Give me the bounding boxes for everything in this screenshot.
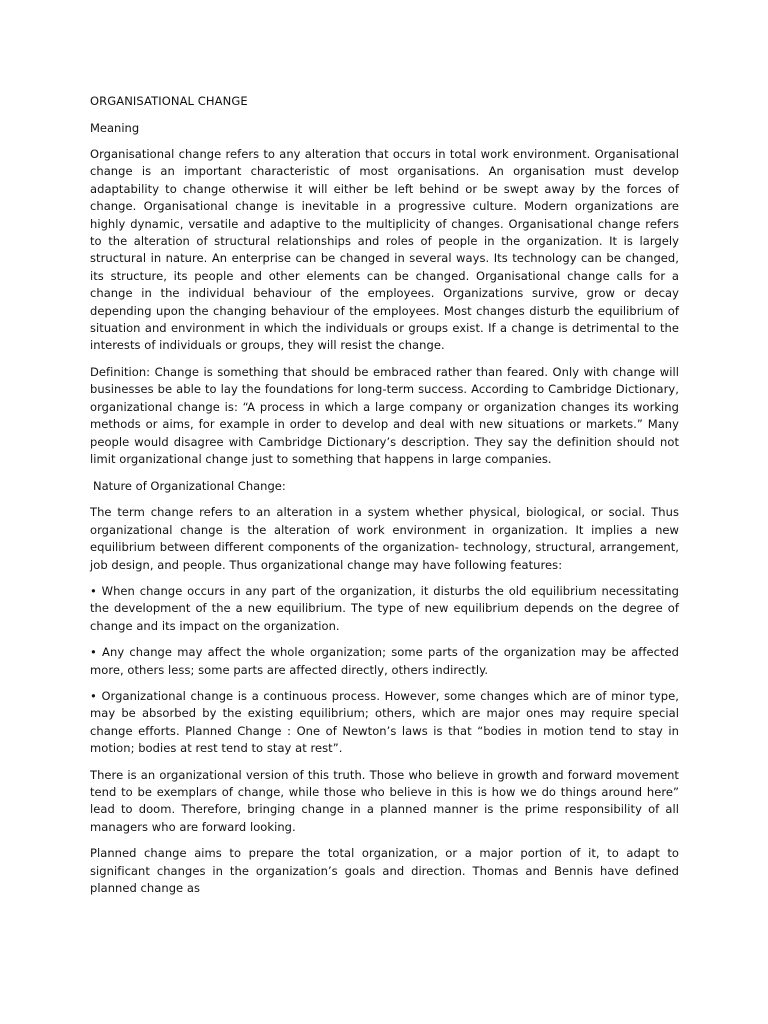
section-heading-meaning: Meaning bbox=[90, 121, 140, 135]
bullet-item-continuous: • Organizational change is a continuous process. However, some changes which are of minor type, may be absorbed by the existing equilibrium; others, which are major ones may require special change efforts. Planned Change : One of Newton’s laws is that “bodies in motion tend to stay in motion; bodies at rest tend to stay at rest”. bbox=[90, 688, 679, 756]
paragraph-organizational-version: There is an organizational version of this truth. Those who believe in growth and forward movement tend to be exemplars of change, while those who believe in this is how we do things around here” lead to doom. Therefore, bringing change in a planned manner is the prime responsibility of all managers who are forward looking. bbox=[90, 767, 679, 834]
bullet-item-affect: • Any change may affect the whole organization; some parts of the organization may be affected more, others less; some parts are affected directly, others indirectly. bbox=[90, 645, 679, 677]
paragraph-nature-intro: The term change refers to an alteration in a system whether physical, biological, or social. Thus organizational change is the alteration of work environment in organization. It implies a new equilibrium between different components of the organization- technology, structural, arrangement, job design, and people. Thus organizational change may have following features: bbox=[90, 505, 679, 572]
paragraph-meaning: Organisational change refers to any alteration that occurs in total work environment. Organisational change is an important characteristic of most organisations. An organisation must develop adaptability to change otherwise it will either be left behind or be swept away by the forces of change. Organisational change is inevitable in a progressive culture. Modern organizations are highly dynamic, versatile and adaptive to the multiplicity of changes. Organisational change refers to the alteration of structural relationships and roles of people in the organization. It is largely structural in nature. An enterprise can be changed in several ways. Its technology can be changed, its structure, its people and other elements can be changed. Organisational change calls for a change in the individual behaviour of the employees. Organizations survive, grow or decay depending upon the changing behaviour of the employees. Most changes disturb the equilibrium of situation and environment in which the individuals or groups exist. If a change is detrimental to the interests of individuals or groups, they will resist the change. bbox=[90, 147, 679, 353]
bullet-item-equilibrium: • When change occurs in any part of the organization, it disturbs the old equilibrium necessitating the development of the a new equilibrium. The type of new equilibrium depends on the degree of change and its impact on the organization. bbox=[90, 583, 679, 633]
paragraph-definition: Definition: Change is something that should be embraced rather than feared. Only with change will businesses be able to lay the foundations for long-term success. According to Cambridge Dictionary, organizational change is: “A process in which a large company or organization changes its working methods or aims, for example in order to develop and deal with new situations or markets.” Many people would disagree with Cambridge Dictionary’s description. They say the definition should not limit organizational change just to something that happens in large companies. bbox=[90, 364, 679, 466]
paragraph-planned-change: Planned change aims to prepare the total organization, or a major portion of it, to adapt to significant changes in the organization’s goals and direction. Thomas and Bennis have defined planned change as bbox=[90, 846, 679, 896]
document-page bbox=[90, 92, 679, 906]
section-heading-nature: Nature of Organizational Change: bbox=[93, 479, 286, 494]
document-title: ORGANISATIONAL CHANGE bbox=[90, 94, 248, 108]
